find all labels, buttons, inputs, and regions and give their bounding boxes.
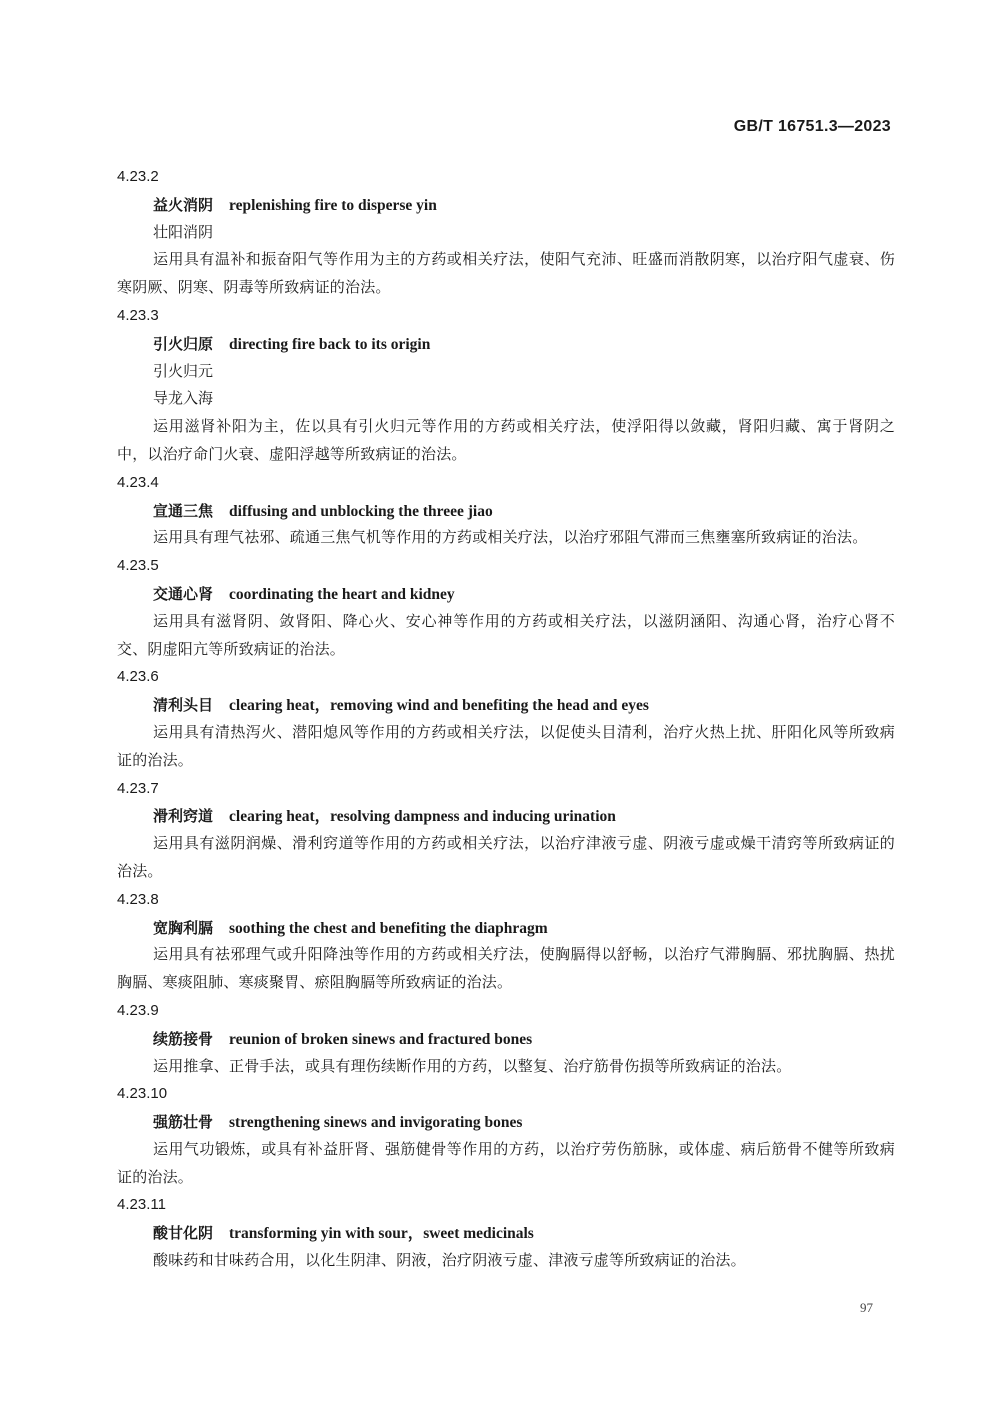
english-term: coordinating the heart and kidney [229, 585, 455, 603]
term-line [117, 497, 895, 525]
term-line [117, 1108, 895, 1136]
entry-number: 4.23.5 [117, 557, 159, 575]
definition: 运用具有祛邪理气或升阳降浊等作用的方药或相关疗法，使胸膈得以舒畅，以治疗气滞胸膈、邪扰胸膈、热扰胸膈、寒痰阻肺、寒痰聚胃、瘀阻胸膈等所致病证的治法。 [117, 945, 895, 992]
chinese-term: 益火消阴 [153, 195, 214, 214]
entry-number: 4.23.8 [117, 890, 159, 908]
chinese-term: 宣通三焦 [153, 501, 214, 520]
chinese-term: 引火归原 [153, 334, 214, 353]
definition: 运用气功锻炼，或具有补益肝肾、强筋健骨等作用的方药，以治疗劳伤筋脉，或体虚、病后筋骨不健等所致病证的治法。 [117, 1139, 895, 1186]
english-term: diffusing and unblocking the threee jiao [229, 502, 493, 520]
chinese-term: 交通心肾 [153, 584, 214, 603]
chinese-term: 清利头目 [153, 696, 214, 715]
term-entry [117, 663, 895, 774]
definition: 酸味药和甘味药合用，以化生阴津、阴液，治疗阴液亏虚、津液亏虚等所致病证的治法。 [153, 1251, 746, 1270]
term-entry [117, 886, 895, 997]
english-term: soothing the chest and benefiting the diaphragm [229, 919, 548, 937]
entry-number: 4.23.4 [117, 473, 159, 491]
synonym: 引火归元 [153, 361, 214, 380]
term-line [117, 1025, 895, 1053]
term-entry [117, 469, 895, 552]
term-line [117, 191, 895, 219]
definition: 运用具有清热泻火、潜阳熄风等作用的方药或相关疗法，以促使头目清利，治疗火热上扰、肝阳化风等所致病证的治法。 [117, 722, 895, 769]
english-term: replenishing fire to disperse yin [229, 196, 437, 214]
chinese-term: 酸甘化阴 [153, 1224, 214, 1243]
english-term: directing fire back to its origin [229, 335, 431, 353]
entry-number: 4.23.9 [117, 1001, 159, 1019]
term-line [117, 330, 895, 358]
term-entry [117, 302, 895, 469]
page-number: 97 [860, 1300, 873, 1315]
content [117, 163, 895, 1275]
term-line [117, 802, 895, 830]
chinese-term: 滑利窍道 [153, 807, 214, 826]
term-entry [117, 775, 895, 886]
english-term: clearing heat，resolving dampness and inducing urination [229, 808, 616, 826]
standard-code: GB/T 16751.3—2023 [733, 118, 891, 135]
chinese-term: 强筋壮骨 [153, 1113, 214, 1132]
entry-number: 4.23.7 [117, 779, 159, 797]
chinese-term: 宽胸利膈 [153, 918, 214, 937]
english-term: clearing heat，removing wind and benefiting the head and eyes [229, 697, 649, 715]
english-term: strengthening sinews and invigorating bones [229, 1114, 523, 1132]
definition: 运用具有滋肾阴、敛肾阳、降心火、安心神等作用的方药或相关疗法，以滋阴涵阳、沟通心肾，治疗心肾不交、阴虚阳亢等所致病证的治法。 [117, 611, 895, 658]
definition: 运用具有温补和振奋阳气等作用为主的方药或相关疗法，使阳气充沛、旺盛而消散阴寒，以治疗阳气虚衰、伤寒阴厥、阴寒、阴毒等所致病证的治法。 [117, 250, 895, 297]
synonym: 导龙入海 [153, 389, 214, 408]
term-line [117, 691, 895, 719]
entry-number: 4.23.11 [117, 1196, 166, 1214]
term-entry [117, 163, 895, 302]
definition: 运用滋肾补阳为主，佐以具有引火归元等作用的方药或相关疗法，使浮阳得以敛藏，肾阳归藏、寓于肾阴之中，以治疗命门火衰、虚阳浮越等所致病证的治法。 [117, 417, 895, 463]
entry-number: 4.23.10 [117, 1085, 168, 1103]
entry-number: 4.23.3 [117, 306, 159, 324]
definition: 运用具有理气祛邪、疏通三焦气机等作用的方药或相关疗法，以治疗邪阻气滞而三焦壅塞所致病证的治法。 [153, 528, 868, 547]
entry-number: 4.23.2 [117, 168, 159, 185]
english-term: transforming yin with sour，sweet medicinals [229, 1225, 534, 1243]
term-line [117, 580, 895, 608]
english-term: reunion of broken sinews and fractured bones [229, 1030, 533, 1048]
entry-number: 4.23.6 [117, 668, 159, 686]
definition: 运用具有滋阴润燥、滑利窍道等作用的方药或相关疗法，以治疗津液亏虚、阴液亏虚或燥干清窍等所致病证的治法。 [117, 834, 895, 880]
term-entry [117, 552, 895, 663]
term-line [117, 1219, 895, 1247]
term-line [117, 914, 895, 942]
definition: 运用推拿、正骨手法，或具有理伤续断作用的方药，以整复、治疗筋骨伤损等所致病证的治法。 [153, 1056, 792, 1075]
term-entry [117, 997, 895, 1080]
term-entry [117, 1191, 895, 1274]
chinese-term: 续筋接骨 [153, 1029, 214, 1048]
synonym: 壮阳消阴 [153, 222, 214, 241]
term-entry [117, 1080, 895, 1191]
